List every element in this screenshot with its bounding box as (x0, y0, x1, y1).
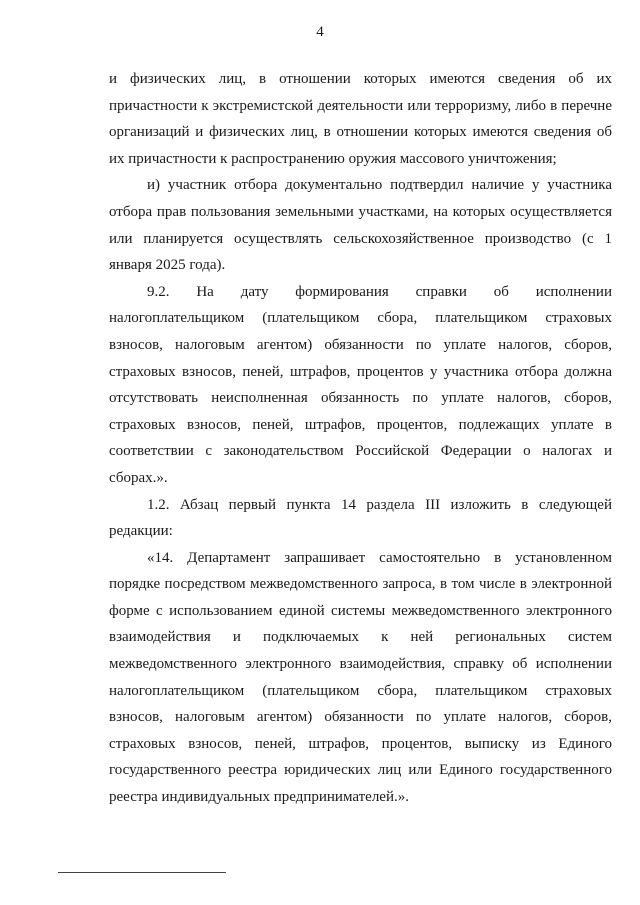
paragraph-14: «14. Департамент запрашивает самостоятельно в установленном порядке посредством межведомственного запроса, в том числе в электронной форме с использованием единой системы межведомственного электронного взаимодействия и подключаемых к ней региональных систем межведомственного электронного взаимодействия, справку об исполнении налогоплательщиком (плательщиком сбора, плательщиком страховых взносов, налоговым агентом) обязанности по уплате налогов, сборов, страховых взносов, пеней, штрафов, процентов, выписку из Единого государственного реестра юридических лиц или Единого государственного реестра индивидуальных предпринимателей.». (109, 549, 612, 806)
footer-divider (58, 872, 226, 873)
paragraph-item-i: и) участник отбора документально подтвердил наличие у участника отбора прав пользования земельными участками, на которых осуществляется или планируется осуществлять сельскохозяйственное производство (с 1 января 2025 года). (109, 177, 612, 274)
document-body (109, 66, 612, 811)
paragraph-continuation: и физических лиц, в отношении которых имеются сведения об их причастности к экстремистской деятельности или терроризму, либо в перечне организаций и физических лиц, в отношении которых имеются сведения об их причастности к распространению оружия массового уничтожения; (109, 71, 612, 167)
paragraph-1-2: 1.2. Абзац первый пункта 14 раздела III изложить в следующей редакции: (109, 496, 612, 540)
page-number: 4 (316, 24, 324, 40)
paragraph-9-2: 9.2. На дату формирования справки об исполнении налогоплательщиком (плательщиком сбора, плательщиком страховых взносов, налоговым агентом) обязанности по уплате налогов, сборов, страховых взносов, пеней, штрафов, процентов у участника отбора должна отсутствовать неисполненная обязанность по уплате налогов, сборов, страховых взносов, пеней, штрафов, процентов, подлежащих уплате в соответствии с законодательством Российской Федерации о налогах и сборах.». (109, 283, 612, 486)
